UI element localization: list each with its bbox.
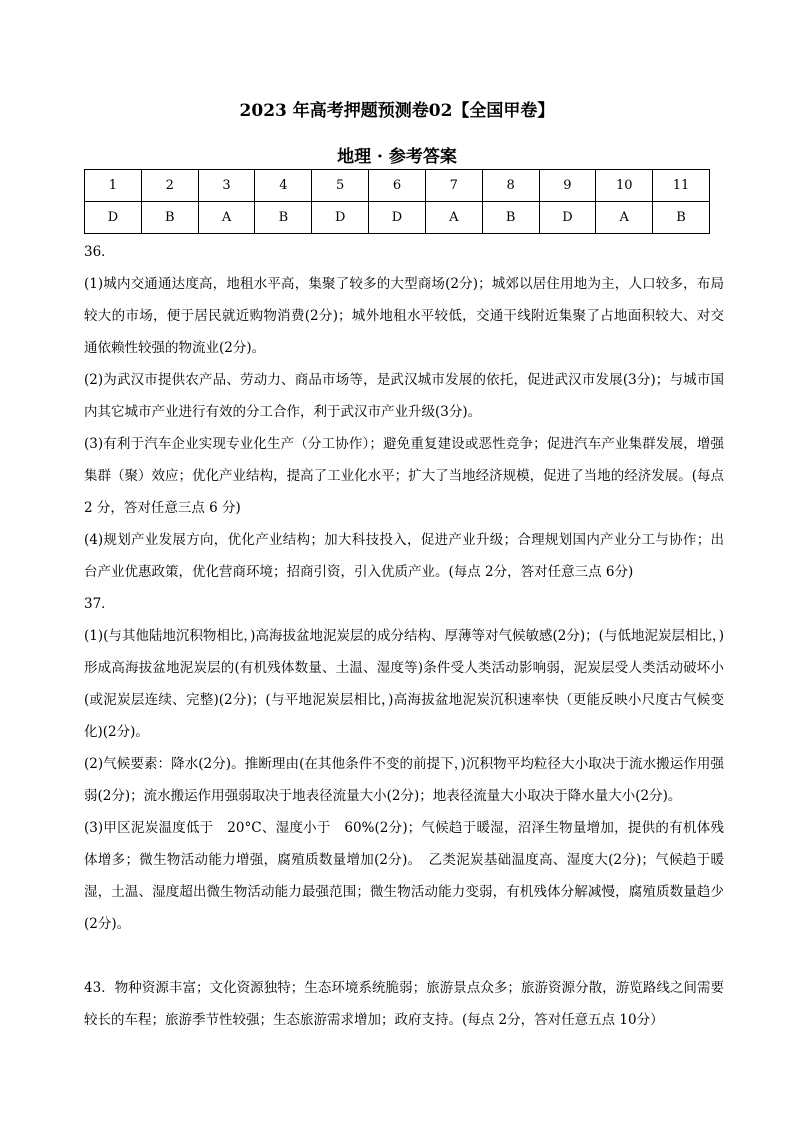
question-37-number: 37． — [84, 596, 115, 612]
answer-cell: B — [141, 202, 198, 234]
question-37-part-2: (2)气候要素：降水(2分)。推断理由(在其他条件不变的前提下，)沉积物平均粒径大小取决于流水搬运作用强弱(2分)；流水搬运作用强弱取决于地表径流量大小(2分)；地表径流量大小取决于降水量大小(2分)。 — [84, 756, 724, 804]
answer-cell: A — [596, 202, 653, 234]
answer-table — [84, 169, 710, 234]
question-number-cell: 2 — [141, 170, 198, 202]
question-number-cell: 10 — [596, 170, 653, 202]
document-subtitle: 地理 · 参考答案 — [337, 147, 457, 167]
answer-cell: D — [312, 202, 369, 234]
answer-table-answer-row — [85, 202, 710, 234]
answer-cell: B — [653, 202, 710, 234]
answer-cell: B — [255, 202, 312, 234]
answer-cell: B — [482, 202, 539, 234]
question-37-part-1: (1)(与其他陆地沉积物相比，)高海拔盆地泥炭层的成分结构、厚薄等对气候敏感(2分)；(与低地泥炭层相比，)形成高海拔盆地泥炭层的(有机残体数量、土温、湿度等)条件受人类活动影响弱，泥炭层受人类活动破坏小(或泥炭层连续、完整)(2分)；(与平地泥炭层相比，)高海拔盆地泥炭沉积速率快（更能反映小尺度古气候变化)(2分)。 — [84, 628, 724, 740]
question-36-part-2: (2)为武汉市提供农产品、劳动力、商品市场等，是武汉城市发展的依托，促进武汉市发展(3分)；与城市国内其它城市产业进行有效的分工合作，利于武汉市产业升级(3分)。 — [84, 372, 724, 420]
question-36-part-1: (1)城内交通通达度高，地租水平高，集聚了较多的大型商场(2分)；城郊以居住用地为主，人口较多，布局较大的市场，便于居民就近购物消费(2分)；城外地租水平较低，交通干线附近集聚了占地面积较大、对交通依赖性较强的物流业(2分)。 — [84, 276, 724, 356]
question-36-number: 36． — [84, 244, 115, 260]
answer-table-number-row — [85, 170, 710, 202]
question-43-answer: 43．物种资源丰富；文化资源独特；生态环境系统脆弱；旅游景点众多；旅游资源分散，游览路线之间需要较长的车程；旅游季节性较强；生态旅游需求增加；政府支持。(每点 2分，答对任意五点 10分） — [84, 980, 724, 1028]
section-gap — [84, 940, 724, 972]
answer-cell: D — [539, 202, 596, 234]
question-36-part-4: (4)规划产业发展方向，优化产业结构；加大科技投入，促进产业升级；合理规划国内产业分工与协作；出台产业优惠政策，优化营商环境；招商引资，引入优质产业。(每点 2分，答对任意三点 6分) — [84, 532, 724, 580]
question-number-cell: 9 — [539, 170, 596, 202]
question-number-cell: 7 — [425, 170, 482, 202]
question-number-cell: 8 — [482, 170, 539, 202]
question-number-cell: 4 — [255, 170, 312, 202]
question-36-part-3: (3)有利于汽车企业实现专业化生产（分工协作）；避免重复建设或恶性竞争；促进汽车产业集群发展，增强集群（聚）效应；优化产业结构，提高了工业化水平；扩大了当地经济规模，促进了当地的经济发展。(每点 2 分，答对任意三点 6 分) — [84, 436, 724, 516]
answer-cell: D — [85, 202, 142, 234]
question-number-cell: 3 — [198, 170, 255, 202]
answer-cell: A — [198, 202, 255, 234]
answer-cell: A — [425, 202, 482, 234]
document-title: 2023 年高考押题预测卷02【全国甲卷】 — [239, 101, 555, 121]
question-number-cell: 11 — [653, 170, 710, 202]
answer-cell: D — [369, 202, 426, 234]
question-number-cell: 5 — [312, 170, 369, 202]
question-number-cell: 6 — [369, 170, 426, 202]
question-37-part-3: (3)甲区泥炭温度低于 20°C、湿度小于 60%(2分)；气候趋于暖湿，沼泽生物量增加，提供的有机体残体增多；微生物活动能力增强，腐殖质数量增加(2分)。 乙类泥炭基础温度高、湿度大(2分)；气候趋于暖湿，土温、湿度超出微生物活动能力最强范围；微生物活动能力变弱，有机残体分解减慢，腐殖质数量趋少(2分)。 — [84, 820, 724, 932]
question-number-cell: 1 — [85, 170, 142, 202]
answer-body — [84, 236, 724, 1036]
